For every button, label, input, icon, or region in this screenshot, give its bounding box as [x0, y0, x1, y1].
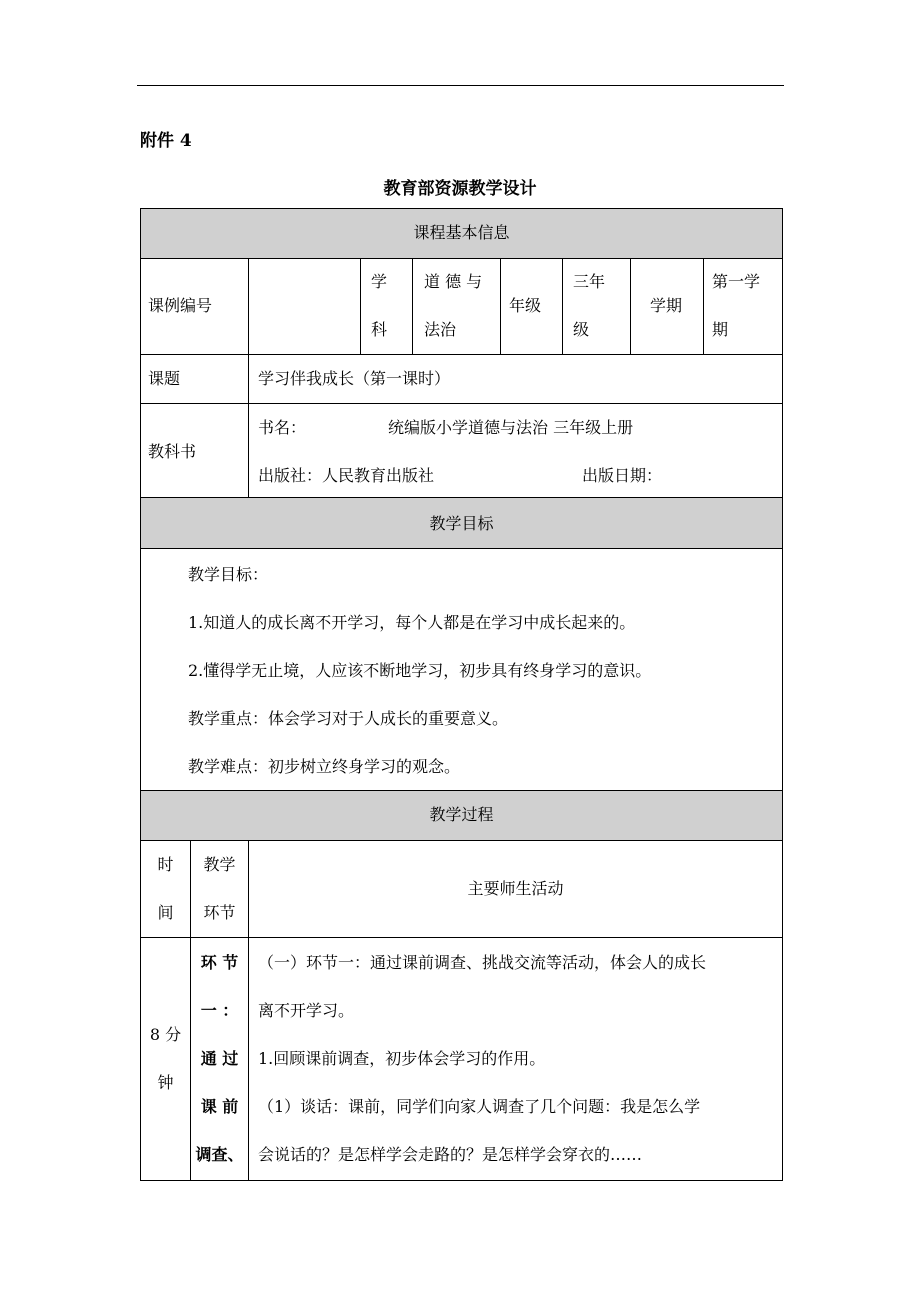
- case-no-label: 课例编号: [148, 296, 213, 315]
- objective-line: 2.懂得学无止境，人应该不断地学习，初步具有终身学习的意识。: [188, 661, 652, 680]
- table-rule: [140, 354, 783, 355]
- activity-line: （一）环节一：通过课前调查、挑战交流等活动，体会人的成长: [258, 953, 707, 972]
- table-rule: [140, 403, 783, 404]
- topic-value: 学习伴我成长（第一课时）: [258, 369, 451, 388]
- table-rule: [500, 258, 501, 355]
- row-stage: 一 ：: [200, 1001, 239, 1020]
- table-rule: [140, 790, 783, 791]
- section-title-process: 教学过程: [429, 805, 494, 824]
- subject-value: 法治: [424, 320, 457, 339]
- section-title-objectives: 教学目标: [429, 514, 494, 533]
- table-rule: [412, 258, 413, 355]
- table-border-right: [782, 208, 783, 1181]
- table-rule: [140, 258, 783, 259]
- row-stage: 调查、: [195, 1145, 244, 1164]
- document-title: 教育部资源教学设计: [383, 179, 537, 199]
- table-rule: [140, 497, 783, 498]
- table-border-top: [140, 208, 783, 209]
- row-time: 钟: [157, 1073, 174, 1092]
- publisher-label: 出版社：人民教育出版社: [258, 466, 435, 485]
- grade-value: 三年: [573, 272, 606, 291]
- objective-line: 教学难点：初步树立终身学习的观念。: [188, 757, 461, 776]
- attachment-label: 附件 4: [140, 131, 192, 151]
- header-rule: [137, 85, 784, 86]
- table-rule: [248, 354, 249, 498]
- textbook-label: 教科书: [148, 442, 197, 461]
- subject-value: 道 德 与: [424, 272, 483, 291]
- table-rule: [630, 258, 631, 355]
- pub-date-label: 出版日期：: [582, 466, 663, 485]
- table-border-bottom: [140, 1180, 783, 1181]
- subject-label: 学: [371, 272, 388, 291]
- topic-label: 课题: [148, 369, 181, 388]
- table-rule: [703, 258, 704, 355]
- grade-label: 年级: [509, 296, 542, 315]
- objective-line: 教学重点：体会学习对于人成长的重要意义。: [188, 709, 509, 728]
- activity-line: 1.回顾课前调查，初步体会学习的作用。: [258, 1049, 546, 1068]
- table-rule: [360, 258, 361, 355]
- row-stage: 环 节: [200, 953, 239, 972]
- table-rule: [248, 258, 249, 355]
- term-label: 学期: [650, 296, 683, 315]
- book-name-value: 统编版小学道德与法治 三年级上册: [388, 418, 634, 437]
- objective-line: 1.知道人的成长离不开学习，每个人都是在学习中成长起来的。: [188, 613, 636, 632]
- book-name-label: 书名：: [258, 418, 307, 437]
- row-stage: 通 过: [200, 1049, 239, 1068]
- col-header-time: 时: [157, 855, 174, 874]
- row-stage: 课 前: [200, 1097, 239, 1116]
- subject-label: 科: [371, 320, 388, 339]
- activity-line: 会说话的？是怎样学会走路的？是怎样学会穿衣的……: [258, 1145, 643, 1164]
- activity-line: 离不开学习。: [258, 1001, 355, 1020]
- col-header-activity: 主要师生活动: [467, 879, 564, 898]
- table-rule: [140, 840, 783, 841]
- term-value: 第一学: [712, 272, 761, 291]
- term-value: 期: [712, 320, 729, 339]
- table-rule: [140, 937, 783, 938]
- col-header-stage: 环节: [203, 903, 236, 922]
- col-header-stage: 教学: [203, 855, 236, 874]
- grade-value: 级: [573, 320, 590, 339]
- row-time: 8 分: [149, 1025, 182, 1044]
- col-header-time: 间: [157, 903, 174, 922]
- table-rule: [140, 548, 783, 549]
- activity-line: （1）谈话：课前，同学们向家人调查了几个问题：我是怎么学: [258, 1097, 701, 1116]
- section-title-basic-info: 课程基本信息: [413, 223, 510, 242]
- objective-line: 教学目标：: [188, 565, 269, 584]
- table-rule: [562, 258, 563, 355]
